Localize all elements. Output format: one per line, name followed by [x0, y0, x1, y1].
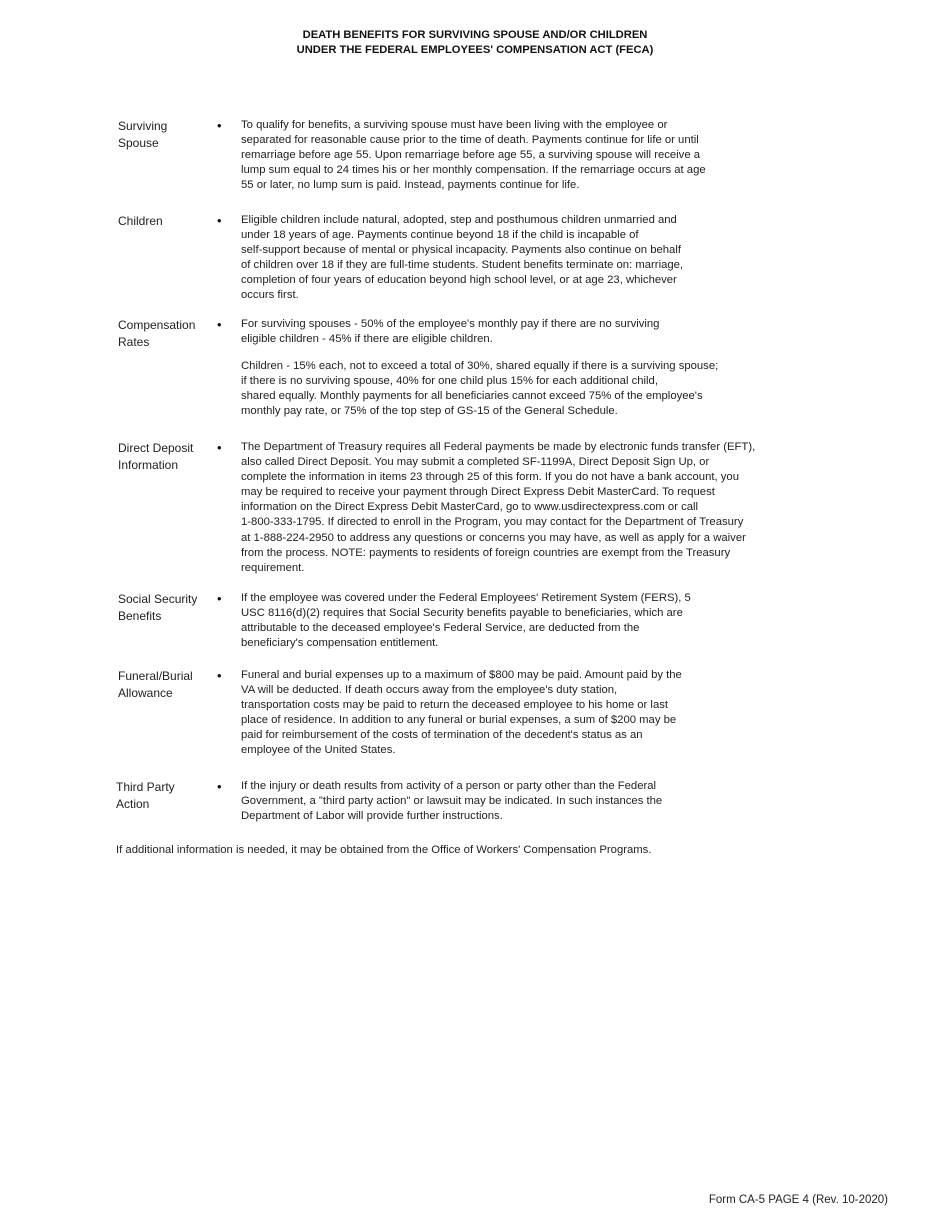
page-title-line-1: DEATH BENEFITS FOR SURVIVING SPOUSE AND/OR CHILDREN: [302, 29, 648, 41]
paragraph-line: separated for reasonable cause prior to the time of death. Payments continue for life or until: [241, 134, 699, 147]
section-paragraph: [241, 440, 831, 576]
section-paragraph: [241, 591, 831, 651]
paragraph-line: If the injury or death results from activity of a person or party other than the Federal: [241, 780, 657, 792]
paragraph-line: monthly pay rate, or 75% of the top step of GS-15 of the General Schedule.: [241, 405, 618, 418]
paragraph-line: Department of Labor will provide further instructions.: [241, 810, 503, 823]
paragraph-line: For surviving spouses - 50% of the employee's monthly pay if there are no surviving: [241, 318, 660, 330]
section-body: [241, 779, 831, 824]
section-body: [241, 118, 831, 193]
section-label: Children: [118, 214, 163, 228]
paragraph-line: under 18 years of age. Payments continue beyond 18 if the child is incapable of: [241, 229, 639, 242]
paragraph-line: Funeral and burial expenses up to a maximum of $800 may be paid. Amount paid by the: [241, 669, 682, 681]
paragraph-line: Eligible children include natural, adopted, step and posthumous children unmarried and: [241, 214, 677, 226]
paragraph-line: occurs first.: [241, 289, 299, 302]
paragraph-line: if there is no surviving spouse, 40% for one child plus 15% for each additional child,: [241, 375, 658, 388]
paragraph-line: employee of the United States.: [241, 744, 396, 757]
paragraph-line: The Department of Treasury requires all Federal payments be made by electronic funds transfer (EFT),: [241, 441, 756, 453]
paragraph-line: complete the information in items 23 through 25 of this form. If you do not have a bank account, you: [241, 471, 739, 484]
paragraph-line: information on the Direct Express Debit MasterCard, go to www.usdirectexpress.com or call: [241, 501, 699, 514]
paragraph-line: beneficiary's compensation entitlement.: [241, 637, 439, 650]
section-body: [241, 668, 831, 759]
paragraph-line: 1-800-333-1795. If directed to enroll in the Program, you may contact for the Department of Treasury: [241, 516, 744, 529]
section-paragraph: [241, 118, 831, 193]
section-label: Compensation Rates: [118, 318, 196, 349]
paragraph-line: place of residence. In addition to any funeral or burial expenses, a sum of $200 may be: [241, 714, 677, 727]
bullet-icon: •: [217, 668, 222, 683]
paragraph-line: lump sum equal to 24 times his or her monthly compensation. If the remarriage occurs at age: [241, 164, 706, 177]
page-title: [0, 28, 950, 57]
section-label: Funeral/Burial Allowance: [118, 669, 193, 700]
paragraph-line: paid for reimbursement of the costs of termination of the decedent's status as an: [241, 729, 643, 742]
section-paragraph: [241, 359, 831, 419]
section-body: [241, 213, 831, 304]
paragraph-line: Government, a "third party action" or lawsuit may be indicated. In such instances the: [241, 795, 663, 808]
section-paragraph: [241, 317, 831, 347]
bullet-icon: •: [217, 591, 222, 606]
paragraph-line: completion of four years of education beyond high school level, or at age 23, whichever: [241, 274, 677, 287]
paragraph-line: remarriage before age 55. Upon remarriage before age 55, a surviving spouse will receive a: [241, 149, 701, 162]
paragraph-line: requirement.: [241, 561, 305, 574]
section-paragraph: [241, 668, 831, 759]
section-paragraph: [241, 213, 831, 304]
bullet-icon: •: [217, 317, 222, 332]
bullet-icon: •: [217, 779, 222, 794]
paragraph-line: also called Direct Deposit. You may submit a completed SF-1199A, Direct Deposit Sign Up, or: [241, 456, 710, 469]
paragraph-line: attributable to the deceased employee's Federal Service, are deducted from the: [241, 622, 640, 635]
paragraph-line: VA will be deducted. If death occurs away from the employee's duty station,: [241, 684, 618, 697]
paragraph-line: may be required to receive your payment through Direct Express Debit MasterCard. To request: [241, 486, 715, 499]
paragraph-line: eligible children - 45% if there are eligible children.: [241, 333, 493, 346]
paragraph-line: 55 or later, no lump sum is paid. Instead, payments continue for life.: [241, 179, 580, 192]
paragraph-line: of children over 18 if they are full-time students. Student benefits terminate on: marriage,: [241, 259, 684, 272]
page-title-line-2: UNDER THE FEDERAL EMPLOYEES' COMPENSATION ACT (FECA): [296, 43, 654, 56]
bullet-icon: •: [217, 213, 222, 228]
section-label: Third Party Action: [116, 780, 175, 811]
section-body: [241, 440, 831, 576]
bullet-icon: •: [217, 118, 222, 133]
section-label: Direct Deposit Information: [118, 441, 194, 472]
paragraph-line: To qualify for benefits, a surviving spouse must have been living with the employee or: [241, 119, 668, 131]
section-label: Surviving Spouse: [118, 119, 168, 150]
section-body: [241, 317, 831, 420]
paragraph-line: transportation costs may be paid to return the deceased employee to his home or last: [241, 699, 669, 712]
footer-form-id: Form CA-5 PAGE 4 (Rev. 10-2020): [708, 1194, 888, 1206]
paragraph-line: USC 8116(d)(2) requires that Social Security benefits payable to beneficiaries, which are: [241, 607, 683, 620]
section-paragraph: [241, 779, 831, 824]
section-label: Social Security Benefits: [118, 592, 198, 623]
bullet-icon: •: [217, 440, 222, 455]
paragraph-line: from the process. NOTE: payments to residents of foreign countries are exempt from the Treasury: [241, 546, 731, 559]
paragraph-line: If the employee was covered under the Federal Employees' Retirement System (FERS), 5: [241, 592, 691, 604]
paragraph-line: self-support because of mental or physical incapacity. Payments also continue on behalf: [241, 244, 681, 257]
closing-note: If additional information is needed, it may be obtained from the Office of Workers' Compensation Programs.: [116, 844, 652, 856]
paragraph-line: shared equally. Monthly payments for all beneficiaries cannot exceed 75% of the employee's: [241, 390, 703, 403]
section-body: [241, 591, 831, 651]
paragraph-line: Children - 15% each, not to exceed a total of 30%, shared equally if there is a surviving spouse;: [241, 360, 719, 373]
paragraph-line: at 1-888-224-2950 to address any questions or concerns you may have, as well as apply for a waiver: [241, 531, 746, 544]
